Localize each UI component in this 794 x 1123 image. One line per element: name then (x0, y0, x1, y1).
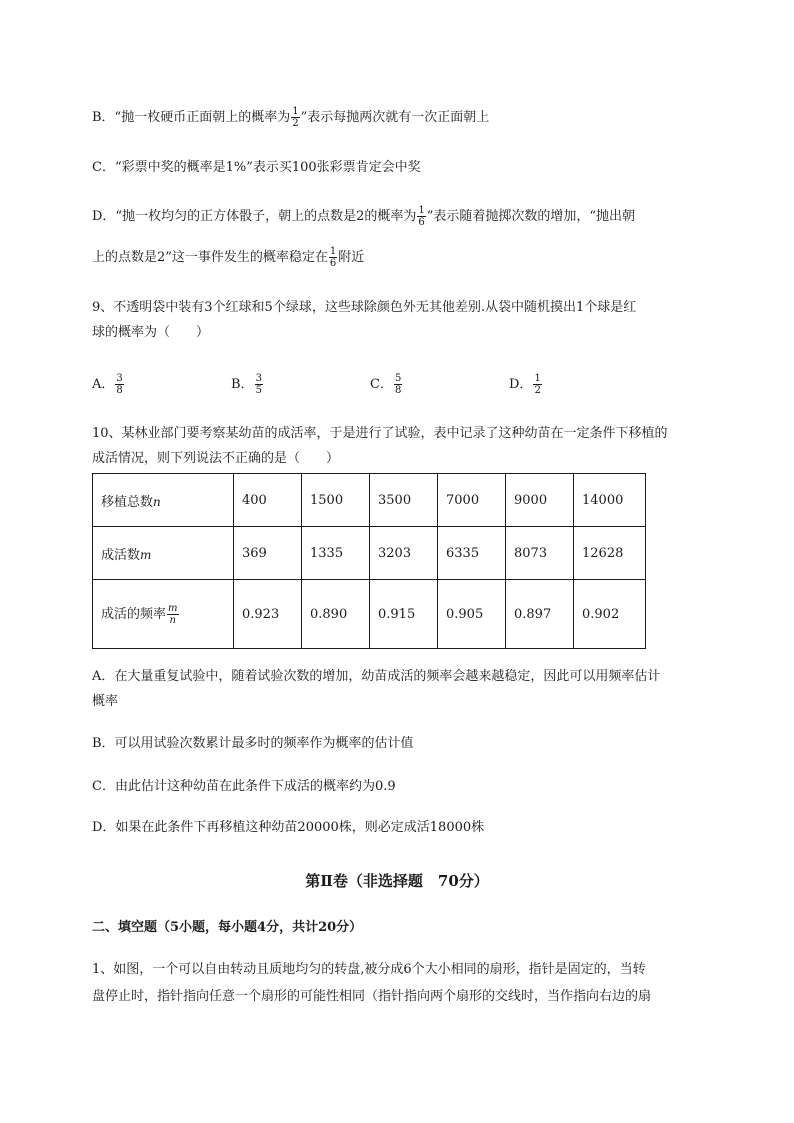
q8-b-text-pre: B．“抛一枚硬币正面朝上的概率为 (92, 110, 291, 125)
part2-heading: 二、填空题（5小题，每小题4分，共计20分） (92, 920, 363, 935)
q8-option-d-line2 (92, 246, 364, 269)
q10-option-c: C．由此估计这种幼苗在此条件下成活的概率约为0.9 (92, 779, 396, 794)
q9-option-a (92, 373, 125, 396)
fraction-numerator: 3 (255, 373, 262, 384)
option-label: D． (509, 377, 533, 392)
table-cell: 9000 (506, 474, 574, 527)
table-cell: 7000 (438, 474, 506, 527)
q10-stem-line2: 成活情况，则下列说法不正确的是（ ） (92, 451, 340, 466)
q10-stem-line1: 10、某林业部门要考察某幼苗的成活率，于是进行了试验，表中记录了这种幼苗在一定条件下移植的 (92, 426, 668, 441)
q8-option-d-line1 (92, 205, 635, 228)
table-cell: 3500 (370, 474, 438, 527)
row-header-survived (93, 527, 234, 580)
q10-option-d: D．如果在此条件下再移植这种幼苗20000株，则必定成活18000株 (92, 820, 485, 835)
table-row-frequency (93, 580, 646, 649)
fraction-numerator: 1 (329, 246, 337, 257)
q9-stem-line2: 球的概率为（ ） (92, 325, 210, 340)
q8-d2-text-pre: 上的点数是2”这一事件发生的概率稳定在 (92, 250, 328, 265)
fraction-denominator: 6 (418, 217, 425, 228)
table-cell: 369 (234, 527, 302, 580)
table-cell: 3203 (370, 527, 438, 580)
q9-stem-line1: 9、不透明袋中装有3个红球和5个绿球，这些球除颜色外无其他差别.从袋中随机摸出1个球是红 (92, 300, 637, 315)
option-label: A． (92, 377, 115, 392)
table-cell: 1500 (302, 474, 370, 527)
fraction-denominator: 2 (534, 385, 541, 396)
fraction-numerator: 3 (116, 373, 123, 384)
table-cell: 1335 (302, 527, 370, 580)
option-label: C． (370, 377, 393, 392)
fraction-denominator: n (169, 614, 176, 626)
q9-option-c (370, 373, 403, 396)
table-cell: 400 (234, 474, 302, 527)
option-label: B． (231, 377, 254, 392)
table-cell: 14000 (574, 474, 646, 527)
fraction-denominator: 8 (394, 385, 402, 396)
frequency-fraction (167, 603, 178, 626)
q8-b-fraction (291, 106, 299, 129)
table-cell: 6335 (438, 527, 506, 580)
variable-n: n (153, 494, 161, 509)
table-row-survived (93, 527, 646, 580)
variable-m: m (140, 547, 152, 562)
fraction-denominator: 2 (292, 118, 299, 129)
section-title: 第Ⅱ卷（非选择题 70分） (305, 872, 489, 890)
table-row-transplanted (93, 474, 646, 527)
table-cell: 0.923 (234, 580, 302, 649)
fraction-numerator: 1 (418, 205, 425, 216)
fraction-denominator: 6 (329, 258, 337, 269)
q8-d2-text-post: 附近 (338, 250, 365, 265)
fraction-denominator: 5 (255, 385, 262, 396)
fraction-numerator: 1 (534, 373, 541, 384)
row-label: 成活数 (101, 547, 141, 563)
fraction-numerator: 1 (292, 106, 299, 117)
q10-option-b: B．可以用试验次数累计最多时的频率作为概率的估计值 (92, 736, 414, 751)
table-cell: 0.905 (438, 580, 506, 649)
option-fraction (255, 373, 263, 396)
q10-option-a-line1: A．在大量重复试验中，随着试验次数的增加，幼苗成活的频率会越来越稳定，因此可以用频率估计 (92, 669, 661, 684)
q9-option-d (509, 373, 543, 396)
q8-option-b (92, 106, 489, 129)
q9-option-b (231, 373, 264, 396)
fraction-denominator: 8 (116, 385, 123, 396)
fill-q1-line1: 1、如图，一个可以自由转动且质地均匀的转盘,被分成6个大小相同的扇形，指针是固定的，当转 (92, 962, 646, 977)
fraction-numerator: 5 (394, 373, 402, 384)
table-cell: 0.915 (370, 580, 438, 649)
row-label: 成活的频率 (101, 606, 167, 622)
q8-d-fraction (417, 205, 425, 228)
q10-option-a-line2: 概率 (92, 694, 119, 709)
table-cell: 0.902 (574, 580, 646, 649)
fill-q1-line2: 盘停止时，指针指向任意一个扇形的可能性相同（指针指向两个扇形的交线时，当作指向右边的扇 (92, 989, 652, 1004)
q8-d-text-pre: D．“抛一枚均匀的正方体骰子，朝上的点数是2的概率为 (92, 209, 417, 224)
row-header-transplanted (93, 474, 234, 527)
q8-d2-fraction (329, 246, 337, 269)
option-fraction (533, 373, 541, 396)
row-header-frequency (93, 580, 234, 649)
table-cell: 12628 (574, 527, 646, 580)
q8-option-c: C．“彩票中奖的概率是1%”表示买100张彩票肯定会中奖 (92, 160, 421, 175)
table-cell: 8073 (506, 527, 574, 580)
q8-b-text-post: ”表示每抛两次就有一次正面朝上 (300, 110, 490, 125)
option-fraction (394, 373, 402, 396)
table-cell: 0.897 (506, 580, 574, 649)
option-fraction (115, 373, 123, 396)
fraction-numerator: m (168, 602, 178, 614)
seedling-survival-table (92, 473, 646, 649)
row-label: 移植总数 (101, 494, 154, 510)
q8-d-text-post: ”表示随着抛掷次数的增加，“抛出朝 (426, 209, 636, 224)
table-cell: 0.890 (302, 580, 370, 649)
